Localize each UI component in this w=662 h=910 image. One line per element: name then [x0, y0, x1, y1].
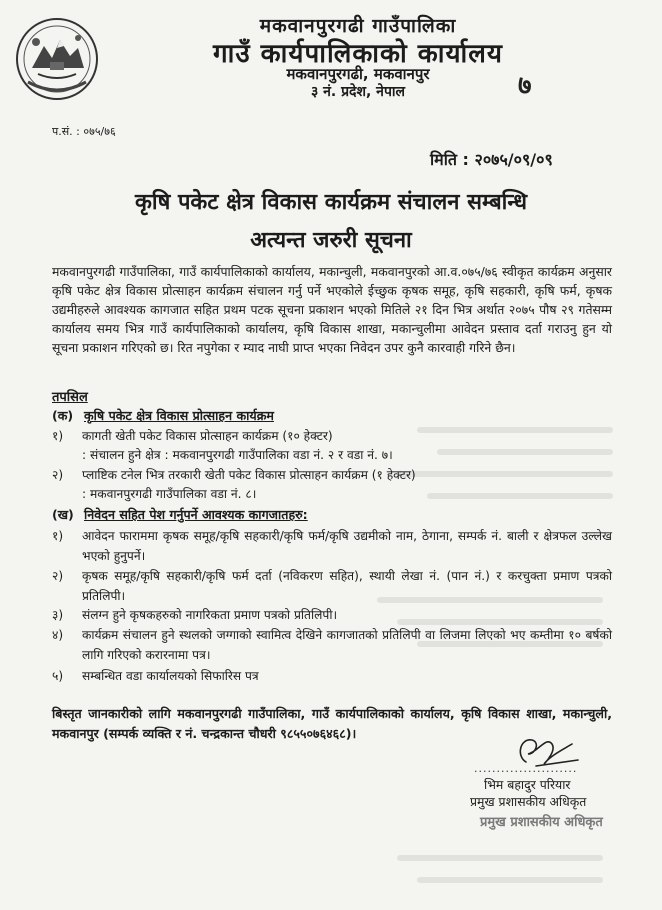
official-stamp: प्रमुख प्रशासकीय अधिकृत [480, 815, 603, 830]
header-office: गाउँ कार्यपालिकाको कार्यालय [213, 39, 503, 69]
section-ka-title: कृषि पकेट क्षेत्र विकास प्रोत्साहन कार्यक्रम [84, 408, 274, 423]
header-municipality: मकवानपुरगढी गाउँपालिका [259, 15, 457, 37]
item-text: कागती खेती पकेट विकास प्रोत्साहन कार्यक्रम (१० हेक्टर) [82, 429, 333, 443]
section-kha-title: निवेदन सहित पेश गर्नुपर्ने आवश्यक कागजातहरु: [84, 507, 308, 522]
details-heading: तपसिल [52, 390, 88, 405]
item-text: आवेदन फाराममा कृषक समूह/कृषि सहकारी/कृषि फर्म/कृषि उद्यमीको नाम, ठेगाना, सम्पर्क नं. बाली र क्षेत्रफल उल्लेख भएको हुनुपर्ने। [82, 529, 612, 563]
item-number: ५) [52, 669, 64, 683]
section-ka-marker: (क) [52, 408, 74, 423]
notice-date: मिति : २०७५/०९/०९ [430, 150, 553, 169]
item-subtext: : संचालन हुने क्षेत्र : मकवानपुरगढी गाउँपालिका वडा नं. २ र वडा नं. ७। [82, 448, 393, 462]
header-mark: ७ [518, 71, 532, 101]
item-number: ४) [52, 628, 64, 642]
item-number: २) [52, 468, 64, 482]
notice-title: कृषि पकेट क्षेत्र विकास कार्यक्रम संचालन सम्बन्धि [134, 190, 528, 215]
notice-subtitle: अत्यन्त जरुरी सूचना [250, 228, 412, 253]
item-number: २) [52, 569, 64, 583]
item-number: १) [52, 429, 64, 443]
contact-paragraph: बिस्तृत जानकारीको लागि मकवानपुरगढी गाउँपालिका, गाउँ कार्यपालिकाको कार्यालय, कृषि विकास शाखा, मकान्चुली, मकवानपुर (सम्पर्क व्यक्ति र नं. चन्द्रकान्त चौधरी ९८५५०७६४६८)। [52, 706, 612, 741]
item-text: सम्बन्धित वडा कार्यालयको सिफारिस पत्र [82, 669, 259, 683]
header-address: मकवानपुरगढी, मकवानपुर [286, 65, 430, 83]
item-text: कार्यक्रम संचालन हुने स्थलको जग्गाको स्वामित्व देखिने कागजातको प्रतिलिपी वा लिजमा लिएको भए कम्तीमा १० बर्षको लागि गरिएको करारनामा पत्र। [82, 628, 612, 662]
item-text: संलग्न हुने कृषकहरुको नागरिकता प्रमाण पत्रको प्रतिलिपी। [82, 608, 338, 622]
item-number: १) [52, 529, 64, 543]
signature-line: ....................... [474, 762, 578, 775]
item-number: ३) [52, 608, 64, 622]
reference-number: प.सं. : ०७५/७६ [52, 125, 116, 138]
item-text: कृषक समूह/कृषि सहकारी/कृषि फर्म दर्ता (नविकरण सहित), स्थायी लेखा नं. (पान नं.) र करचुक्ता प्रमाण पत्रको प्रतिलिपी। [82, 569, 612, 603]
section-kha-marker: (ख) [52, 507, 74, 522]
item-text: प्लाष्टिक टनेल भित्र तरकारी खेती पकेट विकास प्रोत्साहन कार्यक्रम (१ हेक्टर) [82, 468, 416, 482]
notice-body: मकवानपुरगढी गाउँपालिका, गाउँ कार्यपालिकाको कार्यालय, मकान्चुली, मकवानपुरको आ.व.०७५/७६ स्वीकृत कार्यक्रम अनुसार कृषि पकेट क्षेत्र विकास प्रोत्साहन कार्यक्रम संचालन गर्नु पर्ने भएकोले ईच्छुक कृषक समूह, कृषि सहकारी, कृषि फर्म, कृषक उद्यमीहरुले आवश्यक कागजात सहित प्रथम पटक सूचना प्रकाशन भएको मितिले २१ दिन भित्र अर्थात २०७५ पौष २९ गतेसम्म कार्यालय समय भित्र गाउँ कार्यपालिकाको कार्यालय, कृषि विकास शाखा, मकान्चुलीमा आवेदन प्रस्ताव दर्ता गराउनु हुन यो सूचना प्रकाशन गरिएको छ। रित नपुगेका र म्याद नाघी प्राप्त भएका निवेदन उपर कुनै कारवाही गरिने छैन। [52, 264, 612, 355]
item-subtext: : मकवानपुरगढी गाउँपालिका वडा नं. ८। [82, 487, 257, 501]
signatory-title: प्रमुख प्रशासकीय अधिकृत [470, 794, 587, 809]
signatory-name: भिम बहादुर परियार [484, 777, 571, 792]
header-province: ३ नं. प्रदेश, नेपाल [310, 84, 406, 100]
